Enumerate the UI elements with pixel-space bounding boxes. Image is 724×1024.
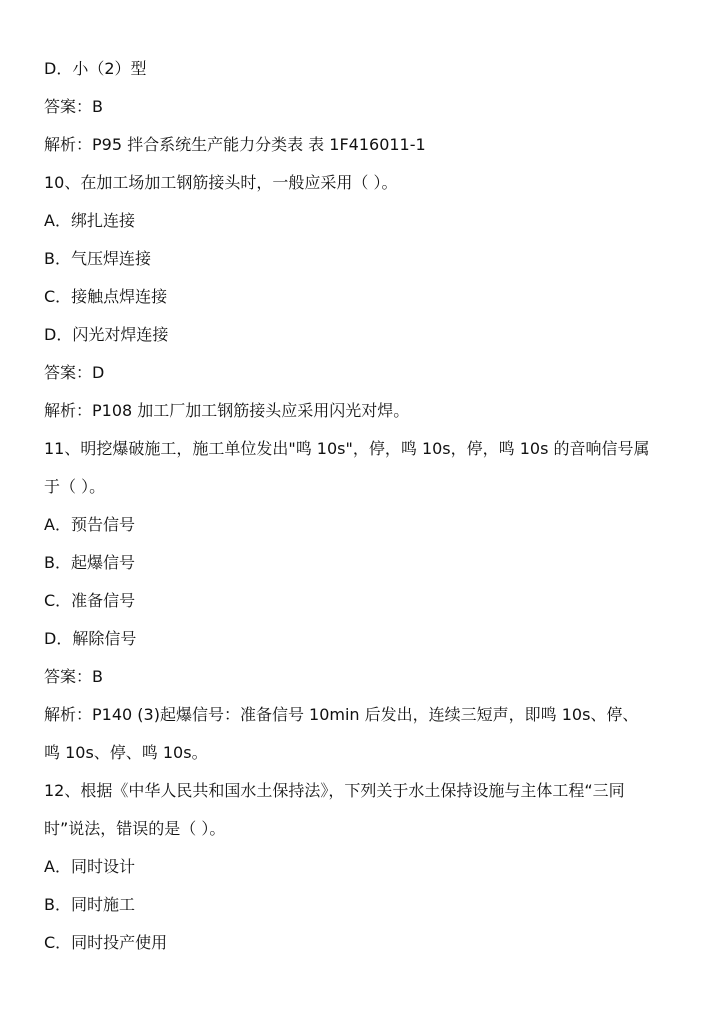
option-c-q12: C．同时投产使用 <box>44 933 168 952</box>
analysis-q11: 解析：P140 (3)起爆信号：准备信号 10min 后发出，连续三短声，即鸣 10s、停、 <box>44 705 639 724</box>
option-b-q10: B．气压焊连接 <box>44 249 151 268</box>
analysis-q9: 解析：P95 拌合系统生产能力分类表 表 1F416011-1 <box>44 135 426 154</box>
option-a-q11: A．预告信号 <box>44 515 135 534</box>
option-a-q12: A．同时设计 <box>44 857 135 876</box>
question-12-cont: 时”说法，错误的是（ ）。 <box>44 819 226 838</box>
option-a-q10: A．绑扎连接 <box>44 211 135 230</box>
option-d-q11: D．解除信号 <box>44 629 137 648</box>
option-c-q10: C．接触点焊连接 <box>44 287 168 306</box>
answer-q9: 答案：B <box>44 97 103 116</box>
option-c-q11: C．准备信号 <box>44 591 136 610</box>
answer-q10: 答案：D <box>44 363 105 382</box>
option-d-q9: D．小（2）型 <box>44 59 147 78</box>
analysis-q11-cont: 鸣 10s、停、鸣 10s。 <box>44 743 208 762</box>
analysis-q10: 解析：P108 加工厂加工钢筋接头应采用闪光对焊。 <box>44 401 410 420</box>
option-b-q12: B．同时施工 <box>44 895 135 914</box>
option-d-q10: D．闪光对焊连接 <box>44 325 169 344</box>
option-b-q11: B．起爆信号 <box>44 553 135 572</box>
question-11: 11、明挖爆破施工，施工单位发出"鸣 10s"，停，鸣 10s，停，鸣 10s 的音响信号属 <box>44 439 650 458</box>
answer-q11: 答案：B <box>44 667 103 686</box>
question-11-cont: 于（ ）。 <box>44 477 106 496</box>
question-10: 10、在加工场加工钢筋接头时，一般应采用（ ）。 <box>44 173 398 192</box>
question-12: 12、根据《中华人民共和国水土保持法》，下列关于水土保持设施与主体工程“三同 <box>44 781 625 800</box>
